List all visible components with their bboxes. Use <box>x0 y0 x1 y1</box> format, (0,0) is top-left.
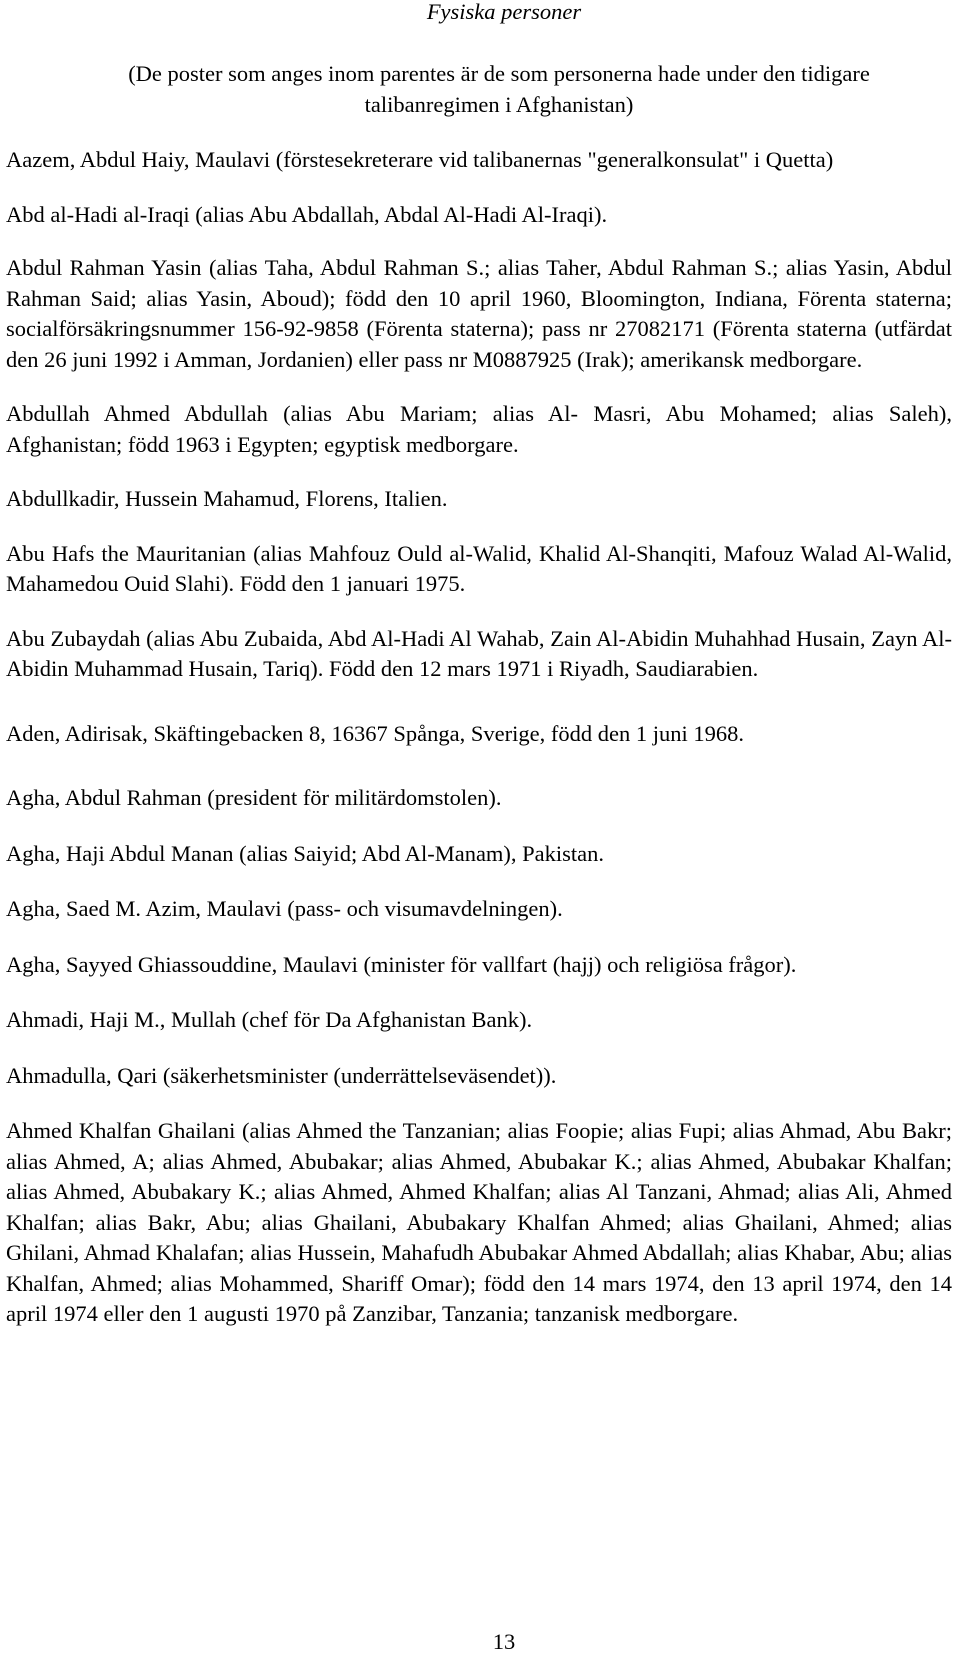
intro-line-1: (De poster som anges inom parentes är de som personerna hade under den tidigare <box>128 61 870 86</box>
document-page <box>6 0 952 1662</box>
person-entry: Ahmed Khalfan Ghailani (alias Ahmed the Tanzanian; alias Foopie; alias Fupi; alias Ahmad, Abu Bakr; alias Ahmed, A; alias Ahmed, Abubakar; alias Ahmed, Abubakar K.; alias Ahmed, Abubakar Khalfan; alias Ahmed, Abubakary K.; alias Ahmed, Ahmed Khalfan; alias Al Tanzani, Ahmad; alias Ali, Ahmed Khalfan; alias Bakr, Abu; alias Ghailani, Abubakary Khalfan Ahmed; alias Ghailani, Ahmed; alias Ghilani, Ahmad Khalafan; alias Hussein, Mahafudh Abubakar Ahmed Abdallah; alias Khabar, Abu; alias Khalfan, Ahmed; alias Mohammed, Shariff Omar); född den 14 mars 1974, den 13 april 1974, den 14 april 1974 eller den 1 augusti 1970 på Zanzibar, Tanzania; tanzanisk medborgare. <box>6 1118 952 1326</box>
person-entry: Aazem, Abdul Haiy, Maulavi (förstesekreterare vid talibanernas "generalkonsulat" i Quetta) <box>6 147 834 172</box>
person-entry: Agha, Saed M. Azim, Maulavi (pass- och visumavdelningen). <box>6 896 563 921</box>
person-entry: Abd al-Hadi al-Iraqi (alias Abu Abdallah, Abdal Al-Hadi Al-Iraqi). <box>6 201 608 227</box>
intro-note <box>6 58 952 120</box>
person-entry: Ahmadi, Haji M., Mullah (chef för Da Afghanistan Bank). <box>6 1007 533 1032</box>
person-entry: Abu Hafs the Mauritanian (alias Mahfouz Ould al-Walid, Khalid Al-Shanqiti, Mafouz Walad Al-Walid, Mahamedou Ouid Slahi). Född den 1 januari 1975. <box>6 540 952 596</box>
page-number: 13 <box>492 1629 516 1654</box>
person-entry: Agha, Haji Abdul Manan (alias Saiyid; Abd Al-Manam), Pakistan. <box>6 840 605 866</box>
person-entry: Aden, Adirisak, Skäftingebacken 8, 16367 Spånga, Sverige, född den 1 juni 1968. <box>6 720 744 746</box>
person-entry: Ahmadulla, Qari (säkerhetsminister (underrättelseväsendet)). <box>6 1062 557 1088</box>
person-entry: Abdullkadir, Hussein Mahamud, Florens, Italien. <box>6 486 448 511</box>
person-entry: Abdullah Ahmed Abdullah (alias Abu Mariam; alias Al- Masri, Abu Mohamed; alias Saleh), Afghanistan; född 1963 i Egypten; egyptisk medborgare. <box>6 401 952 457</box>
intro-line-2: talibanregimen i Afghanistan) <box>364 92 634 117</box>
person-entry: Agha, Sayyed Ghiassouddine, Maulavi (minister för vallfart (hajj) och religiösa frågor). <box>6 951 797 977</box>
person-list <box>6 145 952 1330</box>
person-entry: Abu Zubaydah (alias Abu Zubaida, Abd Al-Hadi Al Wahab, Zain Al-Abidin Muhahhad Husain, Zayn Al-Abidin Muhammad Husain, Tariq). Född den 12 mars 1971 i Riyadh, Saudiarabien. <box>6 625 952 681</box>
person-entry: Abdul Rahman Yasin (alias Taha, Abdul Rahman S.; alias Taher, Abdul Rahman S.; alias Yasin, Abdul Rahman Said; alias Yasin, Aboud); född den 10 april 1960, Bloomington, Indiana, Förenta staterna; socialförsäkringsnummer 156-92-9858 (Förenta staterna); pass nr 27082171 (Förenta staterna (utfärdat den 26 juni 1992 i Amman, Jordanien) eller pass nr M0887925 (Irak); amerikansk medborgare. <box>6 255 952 372</box>
section-title: Fysiska personer <box>426 0 582 24</box>
person-entry: Agha, Abdul Rahman (president för militärdomstolen). <box>6 785 502 810</box>
